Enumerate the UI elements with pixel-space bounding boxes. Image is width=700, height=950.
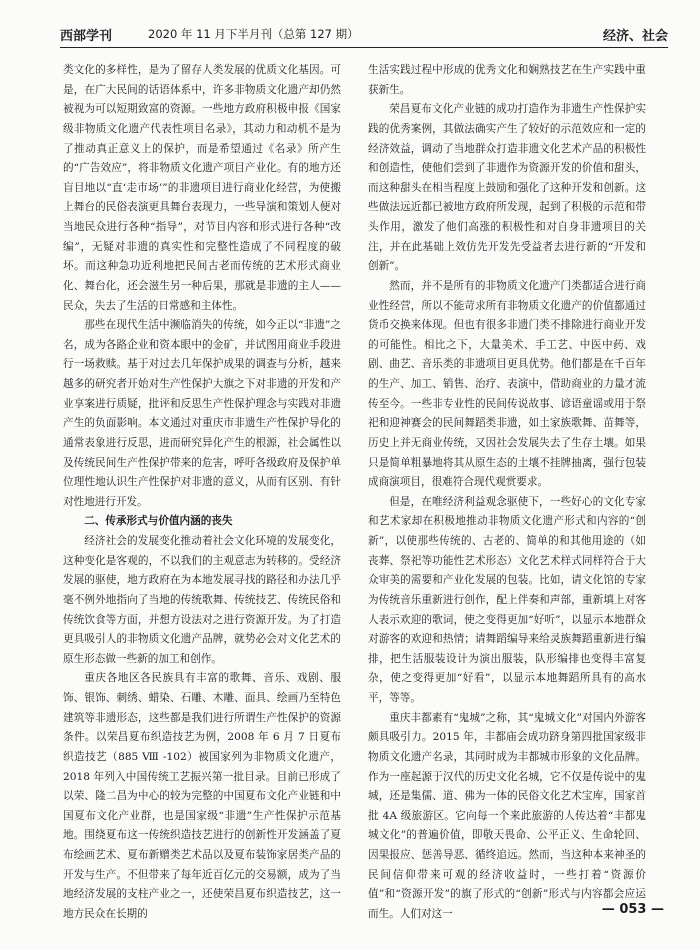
right-column: [368, 61, 646, 925]
paragraph: 生活实践过程中形成的优秀文化和娴熟技艺在生产实践中重获新生。: [368, 64, 646, 96]
left-column: [63, 61, 341, 925]
page-number: — 053 —: [601, 902, 664, 917]
paragraph: 那些在现代生活中濒临消失的传统，如今正以“非遗”之名，成为各路企业和资本眼中的金矿，并试图用商业手段进行一场救赎。基于对过去几年保护成果的调查与分析，越来越多的研究者开始对生产性保护大旗之下对非遗的开发和产业享案进行质疑，批评和反思生产性保护理念与实践对非遗产生的负面影响。本文通过对重庆市非遗生产性保护导化的通常表象进行反思，进而研究异化产生的根源，社会属性以及传统民间生产性保护带来的危害，呼吁各级政府及保护单位理性地认识生产性保护对非遗的意义，从而有区别、有针对性地进行开发。: [63, 319, 341, 508]
paragraph: 经济社会的发展变化推动着社会文化环境的发展变化，这种变化是客观的，不以我们的主观意志为转移的。受经济发展的驱使，地方政府在为本地发展寻找的路径和办法几乎毫不例外地指向了当地的传统歌舞、传统技艺、传统民俗和传统饮食等方面，并想方设法对之进行资源开发。为了打造更具吸引人的非物质文化遗产品牌，就势必会对文化艺术的原生形态做一些新的加工和创作。: [63, 535, 341, 665]
paragraph: 类文化的多样性，是为了留存人类发展的优质文化基因。可是，在广大民间的话语体系中，许多非物质文化遗产却仍然被视为可以短期致富的资源。一些地方政府积极申报《国家级非物质文化遗产代表性项目名录》，其动力和动机不是为了推动真正意义上的保护，而是希望通过《名录》所产生的“广告效应”，将非物质文化遗产项目产业化。有的地方还盲目地以“直‘走市场’”的非遗项目进行商业化经营，为使搬上舞台的民俗表演更具舞台表现力，一些导演和策划人便对当地民众进行各种“指导”，对节目内容和形式进行各种“改编”，无疑对非遗的真实性和完整性造成了不同程度的破坏。而这种急功近利地把民间古老而传统的艺术形式商业化、舞台化，还会滋生另一种后果，那就是非遗的主人——民众，失去了生活的日常感和主体性。: [63, 64, 341, 312]
paragraph: 但是，在唯经济利益观念驱使下，一些好心的文化专家和艺术家却在积极地推动非物质文化遗产形式和内容的“创新”，以使那些传统的、古老的、简单的和其他用途的（如丧葬、祭祀等功能性艺术形态）文化艺术样式同样符合于大众审美的需要和产业化发展的包装。比如，请文化馆的专家为传统音乐重新进行创作，配上伴奏和声部，重新填上对客人表示欢迎的歌词，使之变得更加“好听”，以显示本地群众对游客的欢迎和热情；请舞蹈编导来给灵族舞蹈重新进行编排，把生活服装设计为演出服装，队形编排也变得丰富复杂，使之变得更加“好看”，以显示本地舞蹈所具有的高水平，等等。: [368, 495, 646, 704]
section-heading: 二、传承形式与价值内涵的丧失: [84, 515, 233, 528]
journal-title: 西部学刊: [60, 29, 113, 44]
page-header: [60, 22, 668, 46]
paragraph: 然而，并不是所有的非物质文化遗产门类都适合进行商业性经营，所以不能苛求所有非物质文化遗产的价值都通过货币交换来体现。但也有很多非遗门类不排除进行商业开发的可能性。相比之下，大量美术、手工艺、中医中药、戏剧、曲艺、音乐类的非遗项目更具优势。他们都是在千百年的生产、加工、销售、治疗、表演中，借助商业的力量才流传至今。一些非专业性的民间传说故事、谚语童谣或用于祭祀和迎神赛会的民间舞蹈类非遗，如土家族歌舞、苗舞等，历史上并无商业传统，又因社会发展失去了生存土壤。如果只是简单粗暴地将其从原生态的土壤不挂牌抽离，强行包装成商演项目，很难符合现代观赏要求。: [368, 279, 646, 489]
paragraph: 重庆丰都素有“鬼城”之称，其“鬼城文化”对国内外游客颇具吸引力。2015 年，丰都庙会成功跻身第四批国家级非物质文化遗产名录，其同时成为丰都城市形象的文化品牌。作为一座起源于汉代的历史文化名城，它不仅是传说中的鬼城，还是集儒、道、佛为一体的民俗文化艺术宝库，国家首批 4A 级旅游区。它向每一个来此旅游的人传达着“丰都鬼城文化”的普遍价值，即敬天畏命、公平正义、生命轮回、因果报应、惩善导恶、循终追远。然而，当这种本来神圣的民间信仰带来可观的经济收益时，一些打着“资源价值”和“资源开发”的旗了形式的“创新”形式与内容都会应运而生。人们对这一: [368, 711, 646, 920]
header-rule: [60, 47, 668, 48]
issue-info: 2020 年 11 月下半月刊（总第 127 期）: [148, 27, 359, 41]
section-title: 经济、社会: [602, 29, 668, 44]
paragraph: 荣昌夏布文化产业链的成功打造作为非遗生产性保护实践的优秀案例，其做法确实产生了较好的示范效应和一定的经济效益，调动了当地群众打造非遗文化艺术产品的积极性和创造性，使他们尝到了非遗作为资源开发的价值和甜头，而这种甜头在相当程度上鼓励和强化了这种开发和创新。这些做法远近都已被地方政府所发现，起到了积极的示范和带头作用，激发了他们高涨的积极性和对自身非遗项目的关注，并在此基础上效仿先开发先受益者去进行新的“开发和创新”。: [368, 103, 646, 273]
paragraph: 重庆各地区各民族具有丰富的歌舞、音乐、戏剧、服饰、银饰、刺绣、蜡染、石雕、木雕、面具、绘画乃至特色建筑等非遗形态，这些都是我们进行所谓生产性保护的资源条件。以荣昌夏布织造技艺为例，2008 年 6 月 7 日夏布织造技艺（885 Ⅷ -102）被国家列为非物质文化遗产，2018 年列入中国传统工艺振兴第一批目录。目前已形成了以荣、隆二昌为中心的较为完整的中国夏布文化产业链和中国夏布文化产业群，也是国家级“非遗”生产性保护示范基地。围绕夏布这一传统织造技艺进行的创新性开发涵盖了夏布绘画艺术、夏布新赠类艺术品以及夏布装饰家居类产品的开发与生产。不但带来了每年近百亿元的交易额，成为了当地经济发展的支柱产业之一，还使荣昌夏布织造技艺，这一地方民众在长期的: [63, 672, 341, 920]
